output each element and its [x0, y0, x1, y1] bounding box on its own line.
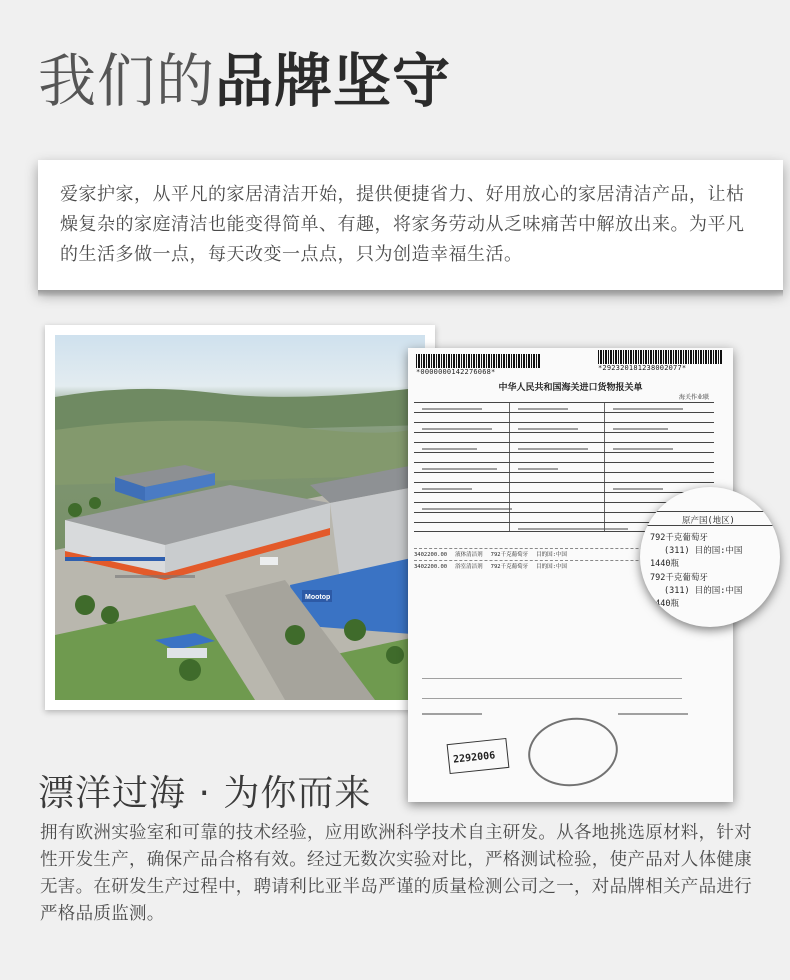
body-text: 拥有欧洲实验室和可靠的技术经验，应用欧洲科学技术自主研发。从各地挑选原材料，针对性开发生产，确保产品合格有效。经过无数次实验对比，严格测试检验，使产品对人体健康无害。在研发生产过程中，聘请利比亚半岛严谨的质量检测公司之一，对品牌相关产品进行严格品质监测。 [40, 823, 752, 924]
barcode-right [598, 350, 723, 364]
heading-light: 我们的 [38, 47, 216, 115]
factory-photo [45, 325, 435, 710]
magnifier-line: 1440瓶 [650, 599, 679, 609]
section-title: 漂洋过海 · 为你而来 [38, 773, 372, 814]
magnifier-line: 1440瓶 [650, 559, 679, 569]
magnifier-line: (311) 目的国:中国 [664, 546, 743, 556]
customs-stamp [524, 712, 623, 792]
factory-illustration [55, 335, 425, 700]
magnifier-zoom [640, 487, 780, 627]
document-title: 中华人民共和国海关进口货物报关单 [498, 383, 643, 393]
document-item: 3402200.00 浴室清洁剂 792千克葡萄牙 目的国:中国 [414, 560, 714, 572]
barcode-left-text: *0000000142276068* [416, 368, 496, 376]
intro-text: 爱家护家，从平凡的家居清洁开始，提供便捷省力、好用放心的家居清洁产品，让枯燥复杂的家庭清洁也能变得简单、有趣，将家务劳动从乏味痛苦中解放出来。为平凡的生活多做一点，每天改变一点点，只为创造幸福生活。 [60, 184, 745, 265]
barcode-left [416, 354, 541, 368]
magnifier-header: 原产国(地区) [682, 516, 735, 526]
magnifier-line: 792千克葡萄牙 [650, 533, 708, 543]
magnifier-line: 792千克葡萄牙 [650, 573, 708, 583]
barcode-right-text: *292320181238002077* [598, 364, 687, 372]
document-subtitle: 海关作业联 [678, 394, 709, 401]
page-heading [38, 47, 452, 115]
intro-card [38, 160, 783, 290]
stamp-number-box [447, 738, 510, 774]
magnifier-line: (311) 目的国:中国 [664, 586, 743, 596]
factory-sign: Mootop [305, 594, 331, 601]
heading-bold: 品牌坚守 [215, 47, 452, 115]
stamp-number: 2292006 [452, 750, 496, 766]
document-item: 3402200.00 液体清洁剂 792千克葡萄牙 目的国:中国 [414, 548, 714, 560]
